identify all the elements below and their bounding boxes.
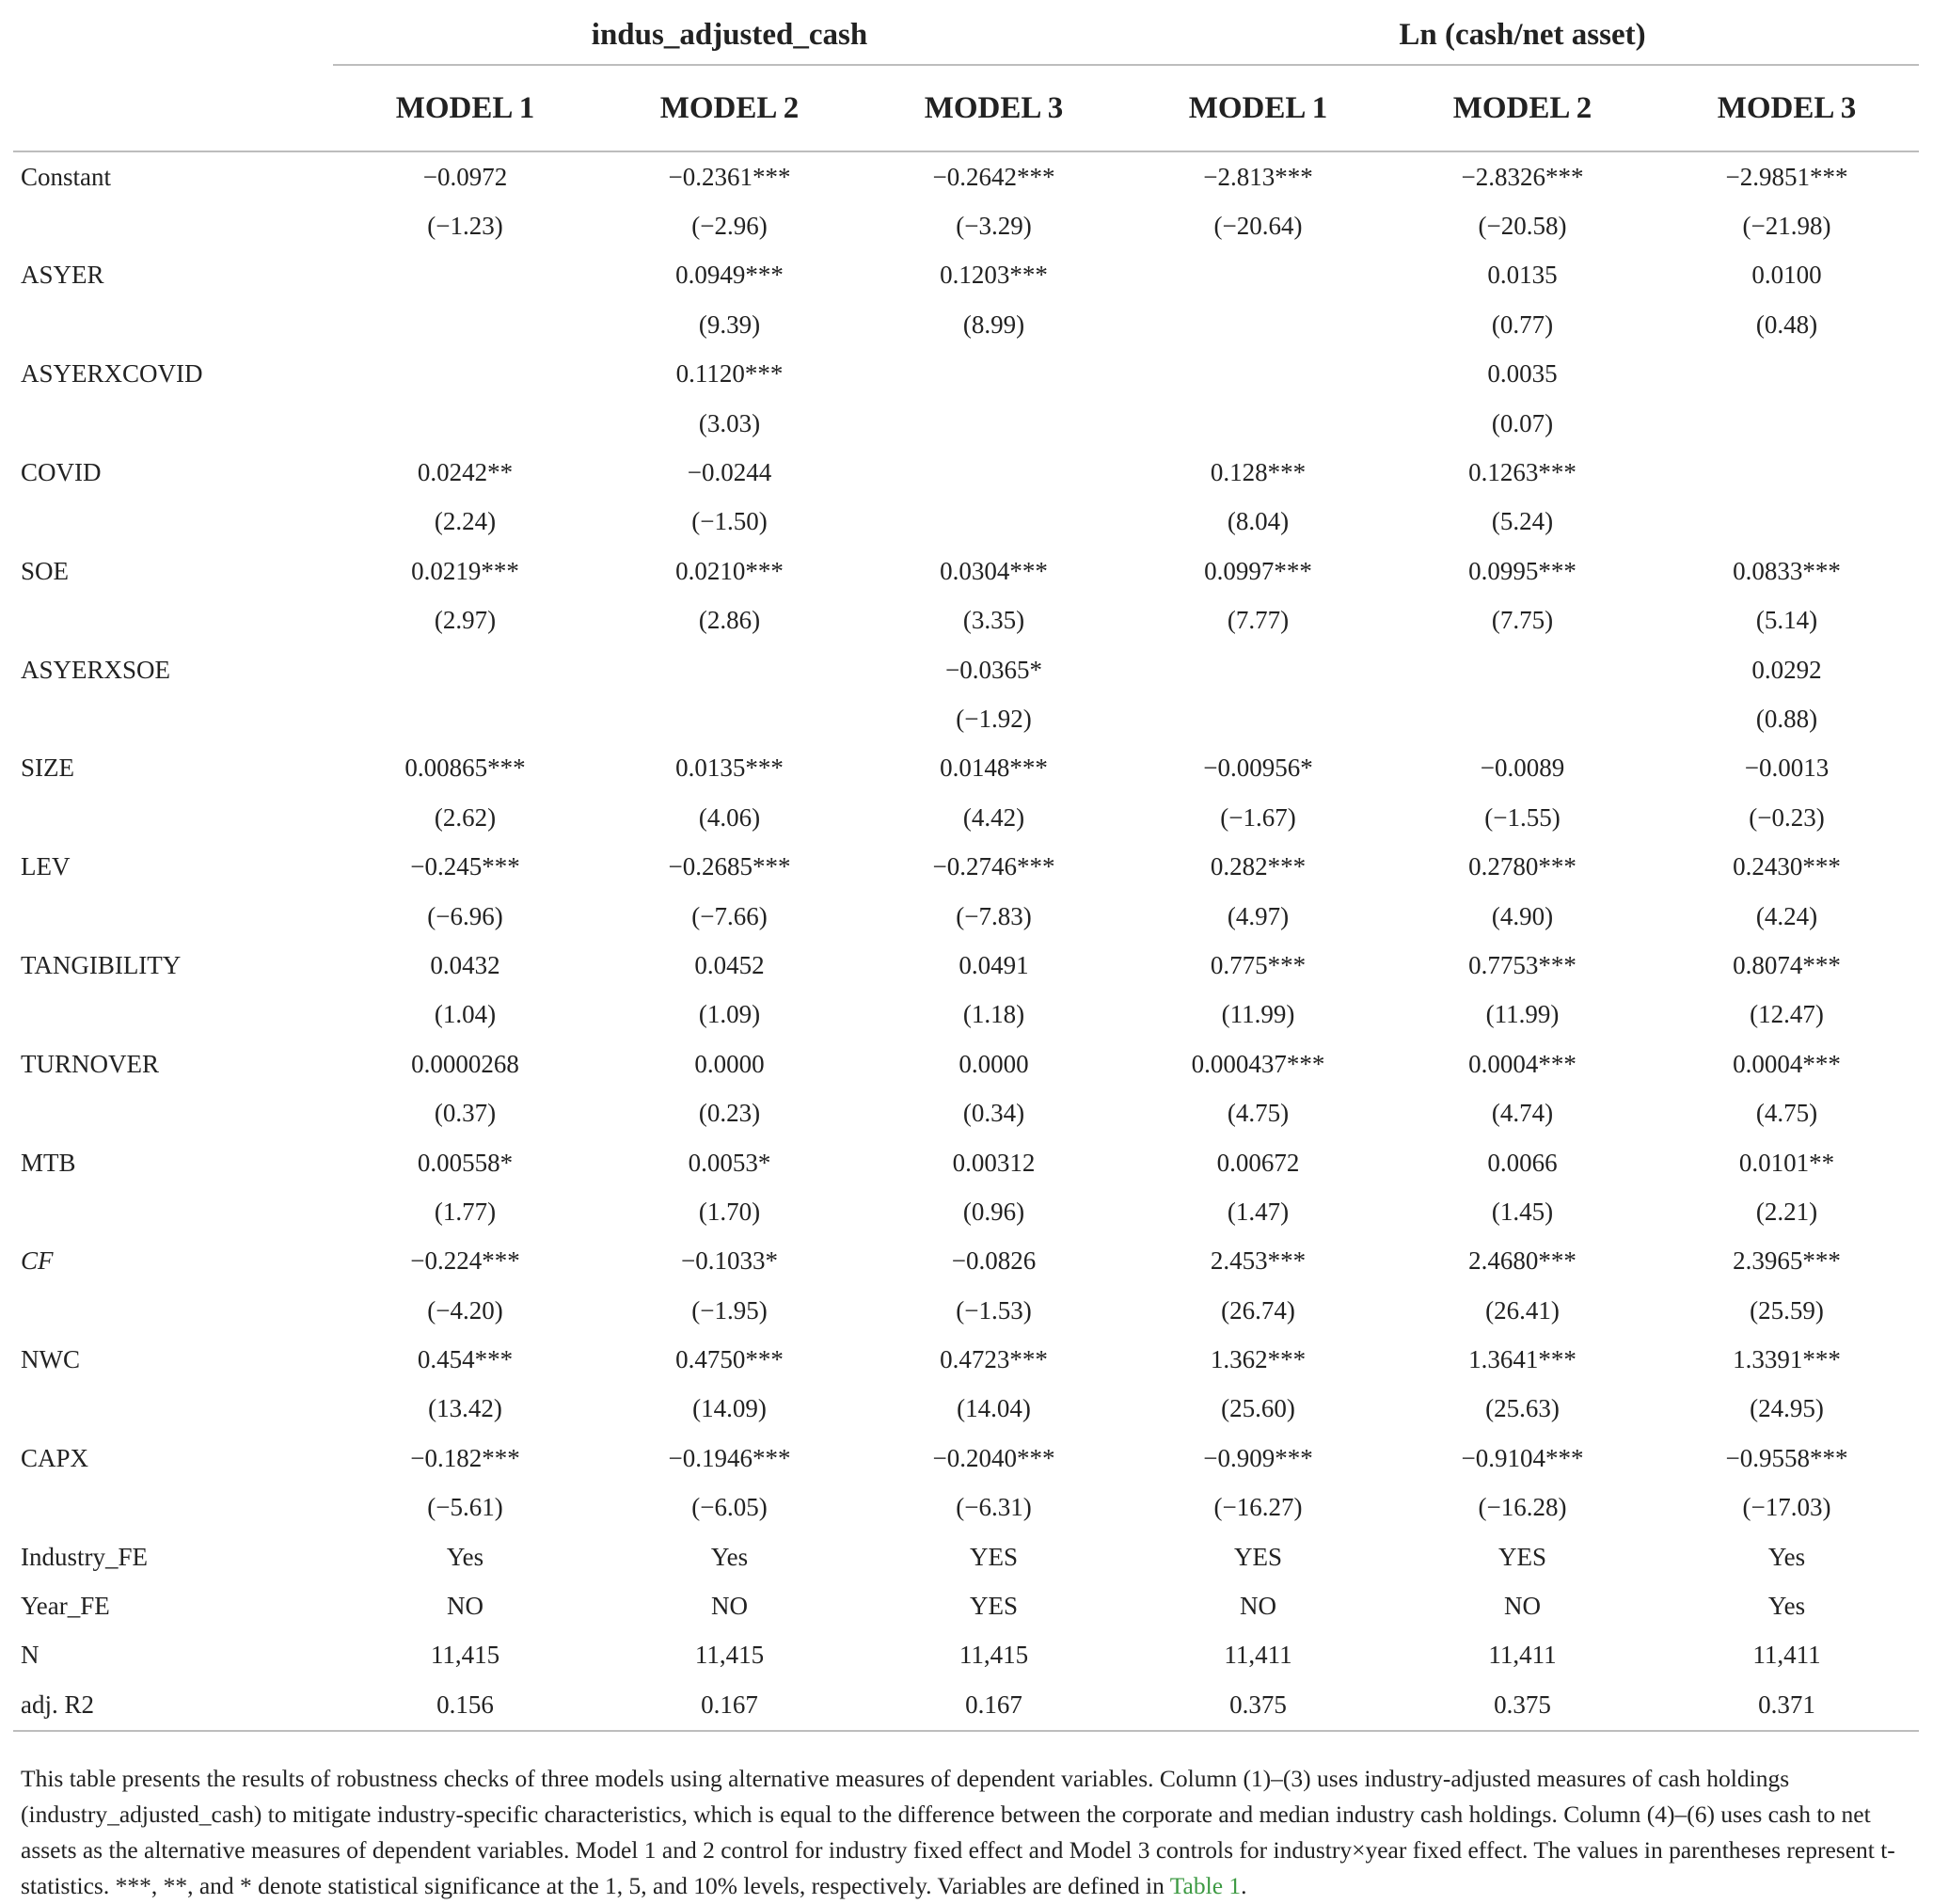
t-statistic-cell: (−7.66) bbox=[691, 901, 768, 930]
variable-label: Constant bbox=[21, 162, 112, 191]
coefficient-cell: 0.0242** bbox=[417, 458, 514, 487]
coefficient-cell: −0.245*** bbox=[410, 852, 520, 881]
coefficient-cell: 1.3391*** bbox=[1733, 1345, 1841, 1374]
t-statistic-cell: (−6.31) bbox=[956, 1493, 1032, 1522]
summary-cell: 11,415 bbox=[959, 1641, 1029, 1670]
t-statistic-cell bbox=[333, 300, 597, 349]
t-statistic-cell: (−5.61) bbox=[427, 1493, 503, 1522]
coefficient-cell: −0.909*** bbox=[1203, 1443, 1313, 1472]
coefficient-cell: 0.0219*** bbox=[411, 556, 519, 585]
variable-label: ASYERXSOE bbox=[21, 655, 171, 684]
variable-label-blank bbox=[13, 991, 333, 1039]
summary-row bbox=[13, 1581, 1919, 1630]
summary-cell: Yes bbox=[1767, 1542, 1806, 1571]
t-statistic-cell: (2.62) bbox=[434, 802, 497, 832]
summary-cell: 0.156 bbox=[333, 1680, 597, 1730]
coefficient-cell: 0.0148*** bbox=[940, 754, 1048, 783]
coefficient-row bbox=[13, 1434, 1919, 1483]
t-statistic-cell: (7.77) bbox=[1227, 606, 1290, 635]
variable-label-blank bbox=[13, 892, 333, 941]
t-statistic-cell: (−4.20) bbox=[427, 1295, 503, 1325]
coefficient-cell: 0.0135 bbox=[1487, 261, 1558, 290]
t-statistic-cell bbox=[1126, 399, 1390, 448]
t-statistic-cell: (9.39) bbox=[698, 309, 761, 339]
coefficient-cell bbox=[862, 448, 1126, 497]
t-statistic-cell: (−20.64) bbox=[1213, 212, 1303, 241]
t-statistic-cell bbox=[333, 694, 597, 743]
coefficient-row bbox=[13, 1335, 1919, 1384]
t-statistic-row bbox=[13, 1286, 1919, 1335]
t-statistic-row bbox=[13, 399, 1919, 448]
variable-label-blank bbox=[13, 1088, 333, 1137]
coefficient-row bbox=[13, 251, 1919, 300]
coefficient-cell: −0.2685*** bbox=[668, 852, 791, 881]
t-statistic-cell: (14.04) bbox=[957, 1394, 1031, 1423]
model-header: MODEL 3 bbox=[1655, 65, 1919, 151]
coefficient-row bbox=[13, 842, 1919, 891]
coefficient-cell: 0.1120*** bbox=[675, 359, 784, 389]
model-header: MODEL 2 bbox=[1390, 65, 1655, 151]
t-statistic-cell: (1.47) bbox=[1227, 1197, 1290, 1226]
t-statistic-cell: (−7.83) bbox=[956, 901, 1032, 930]
group-header-row bbox=[13, 6, 1919, 65]
model-header: MODEL 1 bbox=[333, 65, 597, 151]
t-statistic-cell: (−6.05) bbox=[691, 1493, 768, 1522]
coefficient-cell: 0.0292 bbox=[1751, 655, 1822, 684]
coefficient-cell: 0.0004*** bbox=[1468, 1049, 1577, 1078]
coefficient-cell: 2.453*** bbox=[1210, 1246, 1307, 1276]
coefficient-cell: 0.1203*** bbox=[940, 261, 1048, 290]
coefficient-cell: 0.0101** bbox=[1738, 1148, 1835, 1177]
coefficient-row bbox=[13, 645, 1919, 694]
variable-label-blank bbox=[13, 399, 333, 448]
coefficient-cell: −2.9851*** bbox=[1725, 162, 1848, 191]
t-statistic-cell: (25.60) bbox=[1221, 1394, 1295, 1423]
t-statistic-cell: (4.75) bbox=[1755, 1099, 1818, 1128]
coefficient-cell bbox=[333, 251, 597, 300]
t-statistic-row bbox=[13, 793, 1919, 842]
summary-cell: 0.375 bbox=[1390, 1680, 1655, 1730]
coefficient-cell: 1.3641*** bbox=[1468, 1345, 1577, 1374]
coefficient-cell: −0.9558*** bbox=[1725, 1443, 1848, 1472]
coefficient-cell: 0.0995*** bbox=[1468, 556, 1577, 585]
summary-cell: 0.375 bbox=[1126, 1680, 1390, 1730]
summary-cell: Yes bbox=[710, 1542, 749, 1571]
coefficient-cell bbox=[333, 645, 597, 694]
coefficient-cell bbox=[333, 350, 597, 399]
t-statistic-cell: (−1.50) bbox=[691, 507, 768, 536]
model-header: MODEL 1 bbox=[1126, 65, 1390, 151]
coefficient-cell: 0.0000 bbox=[694, 1049, 765, 1078]
coefficient-row bbox=[13, 1138, 1919, 1187]
variable-label: ASYER bbox=[21, 261, 104, 290]
footnote-text: This table presents the results of robustness checks of three models using alternative measures of dependent variables. Column (1)–(3) uses industry-adjusted measures of cash holdings (industry_adjusted_cash) to mitigate industry-specific characteristics, which is equal to the difference between the corporate and median industry cash holdings. Column (4)–(6) uses cash to net assets as the alternative measures of dependent variables. Model 1 and 2 control for industry fixed effect and Model 3 controls for industry×year fixed effect. The values in parentheses represent t-statistics. ***, **, and * denote statistical significance at the 1, 5, and 10% levels, respectively. Variables are defined in bbox=[21, 1764, 1895, 1899]
coefficient-cell bbox=[1655, 448, 1919, 497]
coefficient-cell: 0.0432 bbox=[430, 950, 500, 979]
coefficient-cell bbox=[1655, 350, 1919, 399]
t-statistic-cell: (−1.67) bbox=[1220, 802, 1296, 832]
t-statistic-cell: (4.42) bbox=[962, 802, 1025, 832]
variable-label: LEV bbox=[21, 852, 71, 881]
coefficient-cell: −0.00956* bbox=[1203, 754, 1313, 783]
coefficient-cell: 0.0833*** bbox=[1733, 556, 1841, 585]
t-statistic-row bbox=[13, 1187, 1919, 1236]
summary-cell: YES bbox=[1234, 1542, 1283, 1571]
t-statistic-row bbox=[13, 892, 1919, 941]
summary-row bbox=[13, 1532, 1919, 1581]
t-statistic-row bbox=[13, 596, 1919, 645]
summary-cell: 0.167 bbox=[597, 1680, 862, 1730]
model-header-row bbox=[13, 65, 1919, 151]
t-statistic-cell: (4.06) bbox=[698, 802, 761, 832]
t-statistic-cell: (0.48) bbox=[1755, 309, 1818, 339]
t-statistic-cell: (8.04) bbox=[1227, 507, 1290, 536]
coefficient-cell: 0.0135*** bbox=[675, 754, 784, 783]
variable-label-blank bbox=[13, 694, 333, 743]
coefficient-cell: 0.2780*** bbox=[1468, 852, 1577, 881]
variable-label-blank bbox=[13, 201, 333, 250]
t-statistic-cell: (0.07) bbox=[1491, 408, 1554, 437]
t-statistic-cell: (−16.28) bbox=[1478, 1493, 1567, 1522]
t-statistic-cell: (3.03) bbox=[698, 408, 761, 437]
t-statistic-cell: (26.74) bbox=[1221, 1295, 1295, 1325]
variable-label: ASYERXCOVID bbox=[21, 359, 203, 389]
coefficient-row bbox=[13, 1237, 1919, 1286]
coefficient-cell: 0.282*** bbox=[1210, 852, 1307, 881]
t-statistic-cell: (3.35) bbox=[962, 606, 1025, 635]
t-statistic-cell: (−1.92) bbox=[956, 704, 1032, 733]
coefficient-cell: 0.128*** bbox=[1210, 458, 1307, 487]
coefficient-cell: −0.2040*** bbox=[932, 1443, 1055, 1472]
coefficient-row bbox=[13, 350, 1919, 399]
coefficient-cell: 0.0997*** bbox=[1204, 556, 1312, 585]
t-statistic-cell: (8.99) bbox=[962, 309, 1025, 339]
summary-cell: 11,411 bbox=[1488, 1641, 1557, 1670]
variable-label: MTB bbox=[21, 1148, 76, 1177]
t-statistic-cell: (7.75) bbox=[1491, 606, 1554, 635]
t-statistic-cell bbox=[1655, 498, 1919, 547]
summary-cell: 0.371 bbox=[1655, 1680, 1919, 1730]
t-statistic-cell: (−1.55) bbox=[1484, 802, 1561, 832]
coefficient-cell: −0.0244 bbox=[687, 458, 772, 487]
coefficient-cell: 0.8074*** bbox=[1733, 950, 1841, 979]
t-statistic-cell: (−1.23) bbox=[427, 212, 503, 241]
table-footnote bbox=[21, 1761, 1902, 1904]
variable-label: SOE bbox=[21, 556, 70, 585]
variable-label-blank bbox=[13, 1484, 333, 1532]
coefficient-cell: −0.0013 bbox=[1744, 754, 1830, 783]
coefficient-cell: 1.362*** bbox=[1210, 1345, 1307, 1374]
t-statistic-cell: (12.47) bbox=[1750, 1000, 1824, 1029]
coefficient-cell: 0.0304*** bbox=[940, 556, 1048, 585]
coefficient-row bbox=[13, 941, 1919, 990]
coefficient-cell: 2.4680*** bbox=[1468, 1246, 1577, 1276]
t-statistic-row bbox=[13, 1385, 1919, 1434]
t-statistic-cell bbox=[333, 399, 597, 448]
summary-label: adj. R2 bbox=[13, 1680, 333, 1730]
coefficient-cell: 0.00865*** bbox=[404, 754, 526, 783]
t-statistic-cell: (1.77) bbox=[434, 1197, 497, 1226]
variable-label: TANGIBILITY bbox=[21, 950, 182, 979]
variable-label-blank bbox=[13, 1187, 333, 1236]
coefficient-cell: 0.0491 bbox=[959, 950, 1029, 979]
coefficient-cell: −0.1033* bbox=[681, 1246, 778, 1276]
summary-row bbox=[13, 1631, 1919, 1680]
variable-label: TURNOVER bbox=[21, 1049, 159, 1078]
coefficient-cell bbox=[1390, 645, 1655, 694]
t-statistic-cell: (25.59) bbox=[1750, 1295, 1824, 1325]
t-statistic-cell: (−6.96) bbox=[427, 901, 503, 930]
coefficient-cell: 0.7753*** bbox=[1468, 950, 1577, 979]
t-statistic-row bbox=[13, 498, 1919, 547]
t-statistic-cell: (5.14) bbox=[1755, 606, 1818, 635]
t-statistic-cell: (13.42) bbox=[428, 1394, 502, 1423]
coefficient-cell: 0.0100 bbox=[1751, 261, 1822, 290]
coefficient-cell: −0.182*** bbox=[410, 1443, 520, 1472]
coefficient-cell: 0.0949*** bbox=[675, 261, 784, 290]
t-statistic-cell: (25.63) bbox=[1485, 1394, 1560, 1423]
header-blank bbox=[13, 65, 333, 151]
t-statistic-cell: (2.21) bbox=[1755, 1197, 1818, 1226]
coefficient-cell: −0.224*** bbox=[410, 1246, 520, 1276]
t-statistic-cell: (−1.95) bbox=[691, 1295, 768, 1325]
summary-cell: 11,411 bbox=[1752, 1641, 1821, 1670]
summary-cell: YES bbox=[970, 1542, 1019, 1571]
t-statistic-cell: (0.88) bbox=[1755, 704, 1818, 733]
t-statistic-cell: (11.99) bbox=[1221, 1000, 1295, 1029]
t-statistic-row bbox=[13, 1088, 1919, 1137]
summary-cell: YES bbox=[1498, 1542, 1547, 1571]
coefficient-cell: 0.1263*** bbox=[1468, 458, 1577, 487]
summary-cell: NO bbox=[1240, 1592, 1277, 1621]
variable-label: CF bbox=[21, 1246, 54, 1276]
coefficient-cell: 0.775*** bbox=[1210, 950, 1307, 979]
header-blank bbox=[13, 6, 333, 65]
t-statistic-cell: (4.24) bbox=[1755, 901, 1818, 930]
coefficient-cell: 0.0452 bbox=[694, 950, 765, 979]
t-statistic-cell: (1.45) bbox=[1491, 1197, 1554, 1226]
variable-label-blank bbox=[13, 1286, 333, 1335]
summary-label: Year_FE bbox=[21, 1592, 110, 1621]
coefficient-cell: 0.454*** bbox=[417, 1345, 514, 1374]
variable-label: CAPX bbox=[21, 1443, 89, 1472]
t-statistic-cell: (4.75) bbox=[1227, 1099, 1290, 1128]
t-statistic-cell bbox=[862, 399, 1126, 448]
summary-cell: 11,415 bbox=[694, 1641, 765, 1670]
t-statistic-cell: (2.24) bbox=[434, 507, 497, 536]
coefficient-cell: 0.00312 bbox=[952, 1148, 1036, 1177]
t-statistic-cell: (24.95) bbox=[1750, 1394, 1824, 1423]
t-statistic-cell: (−2.96) bbox=[691, 212, 768, 241]
t-statistic-row bbox=[13, 201, 1919, 250]
summary-cell: 11,415 bbox=[430, 1641, 500, 1670]
regression-table bbox=[13, 6, 1919, 1732]
t-statistic-cell: (2.86) bbox=[698, 606, 761, 635]
coefficient-cell: −0.2746*** bbox=[932, 852, 1055, 881]
coefficient-row bbox=[13, 547, 1919, 595]
coefficient-cell: 0.0066 bbox=[1487, 1148, 1558, 1177]
model-header: MODEL 3 bbox=[862, 65, 1126, 151]
t-statistic-cell: (2.97) bbox=[434, 606, 497, 635]
t-statistic-cell bbox=[1390, 694, 1655, 743]
t-statistic-cell: (1.18) bbox=[962, 1000, 1025, 1029]
summary-cell: NO bbox=[447, 1592, 483, 1621]
coefficient-cell: −0.0089 bbox=[1480, 754, 1565, 783]
summary-label: N bbox=[21, 1641, 40, 1670]
variable-label: NWC bbox=[21, 1345, 80, 1374]
variable-label-blank bbox=[13, 596, 333, 645]
t-statistic-cell: (−16.27) bbox=[1213, 1493, 1303, 1522]
t-statistic-cell: (−1.53) bbox=[956, 1295, 1032, 1325]
coefficient-cell: −0.0826 bbox=[951, 1246, 1037, 1276]
variable-label-blank bbox=[13, 498, 333, 547]
coefficient-cell: 0.000437*** bbox=[1191, 1049, 1325, 1078]
coefficient-cell: −2.813*** bbox=[1203, 162, 1313, 191]
coefficient-cell bbox=[862, 350, 1126, 399]
t-statistic-cell bbox=[1655, 399, 1919, 448]
coefficient-cell: 0.0000268 bbox=[411, 1049, 519, 1078]
t-statistic-cell: (4.97) bbox=[1227, 901, 1290, 930]
t-statistic-cell bbox=[1126, 694, 1390, 743]
summary-cell: 11,411 bbox=[1224, 1641, 1292, 1670]
variable-label: COVID bbox=[21, 458, 102, 487]
coefficient-row bbox=[13, 1039, 1919, 1088]
summary-cell: Yes bbox=[1767, 1592, 1806, 1621]
variable-label-blank bbox=[13, 1385, 333, 1434]
t-statistic-cell: (1.70) bbox=[698, 1197, 761, 1226]
coefficient-cell: −0.0365* bbox=[945, 655, 1042, 684]
coefficient-cell: −0.1946*** bbox=[668, 1443, 791, 1472]
t-statistic-row bbox=[13, 1484, 1919, 1532]
variable-label: SIZE bbox=[21, 754, 74, 783]
coefficient-cell: 0.0210*** bbox=[675, 556, 784, 585]
coefficient-cell: −2.8326*** bbox=[1461, 162, 1584, 191]
variable-label-blank bbox=[13, 793, 333, 842]
t-statistic-cell: (0.23) bbox=[698, 1099, 761, 1128]
coefficient-cell: −0.9104*** bbox=[1461, 1443, 1584, 1472]
summary-cell: NO bbox=[1504, 1592, 1542, 1621]
t-statistic-cell: (1.09) bbox=[698, 1000, 761, 1029]
coefficient-cell bbox=[1126, 645, 1390, 694]
t-statistic-cell: (−21.98) bbox=[1742, 212, 1831, 241]
coefficient-cell: −0.2642*** bbox=[932, 162, 1055, 191]
t-statistic-cell: (−0.23) bbox=[1749, 802, 1825, 832]
coefficient-row bbox=[13, 744, 1919, 793]
coefficient-cell: 0.0004*** bbox=[1733, 1049, 1841, 1078]
coefficient-row bbox=[13, 151, 1919, 201]
t-statistic-cell: (0.34) bbox=[962, 1099, 1025, 1128]
summary-row bbox=[13, 1680, 1919, 1730]
t-statistic-cell: (4.90) bbox=[1491, 901, 1554, 930]
summary-cell: NO bbox=[711, 1592, 748, 1621]
coefficient-cell: 0.00558* bbox=[417, 1148, 514, 1177]
summary-cell: 0.167 bbox=[862, 1680, 1126, 1730]
model-header: MODEL 2 bbox=[597, 65, 862, 151]
t-statistic-cell: (26.41) bbox=[1485, 1295, 1560, 1325]
coefficient-cell: 0.00672 bbox=[1216, 1148, 1300, 1177]
table-1-link[interactable]: Table 1 bbox=[1169, 1871, 1242, 1899]
coefficient-cell bbox=[597, 645, 862, 694]
footnote-end: . bbox=[1241, 1871, 1247, 1899]
summary-cell: Yes bbox=[446, 1542, 484, 1571]
coefficient-cell: 0.2430*** bbox=[1733, 852, 1841, 881]
coefficient-cell bbox=[1126, 350, 1390, 399]
t-statistic-row bbox=[13, 300, 1919, 349]
t-statistic-row bbox=[13, 991, 1919, 1039]
variable-label-blank bbox=[13, 300, 333, 349]
t-statistic-row bbox=[13, 694, 1919, 743]
t-statistic-cell: (0.37) bbox=[434, 1099, 497, 1128]
summary-cell: YES bbox=[970, 1592, 1019, 1621]
coefficient-cell: 2.3965*** bbox=[1733, 1246, 1841, 1276]
coefficient-cell: −0.0972 bbox=[422, 162, 508, 191]
t-statistic-cell: (0.96) bbox=[962, 1197, 1025, 1226]
t-statistic-cell: (5.24) bbox=[1491, 507, 1554, 536]
coefficient-cell bbox=[1126, 251, 1390, 300]
t-statistic-cell: (11.99) bbox=[1485, 1000, 1560, 1029]
coefficient-cell: 0.0053* bbox=[688, 1148, 771, 1177]
t-statistic-cell bbox=[597, 694, 862, 743]
table-body bbox=[13, 151, 1919, 1731]
t-statistic-cell: (−3.29) bbox=[956, 212, 1032, 241]
t-statistic-cell: (0.77) bbox=[1491, 309, 1554, 339]
group-header-indus-adjusted-cash: indus_adjusted_cash bbox=[333, 6, 1126, 65]
group-header-ln-cash-net-asset: Ln (cash/net asset) bbox=[1126, 6, 1919, 65]
t-statistic-cell: (−17.03) bbox=[1742, 1493, 1831, 1522]
t-statistic-cell bbox=[862, 498, 1126, 547]
summary-label: Industry_FE bbox=[21, 1542, 148, 1571]
coefficient-cell: 0.4723*** bbox=[940, 1345, 1048, 1374]
coefficient-cell: 0.4750*** bbox=[675, 1345, 784, 1374]
t-statistic-cell: (−20.58) bbox=[1478, 212, 1567, 241]
t-statistic-cell: (1.04) bbox=[434, 1000, 497, 1029]
coefficient-row bbox=[13, 448, 1919, 497]
t-statistic-cell bbox=[1126, 300, 1390, 349]
coefficient-cell: −0.2361*** bbox=[668, 162, 791, 191]
t-statistic-cell: (14.09) bbox=[692, 1394, 767, 1423]
coefficient-cell: 0.0035 bbox=[1487, 359, 1558, 389]
coefficient-cell: 0.0000 bbox=[959, 1049, 1029, 1078]
t-statistic-cell: (4.74) bbox=[1491, 1099, 1554, 1128]
